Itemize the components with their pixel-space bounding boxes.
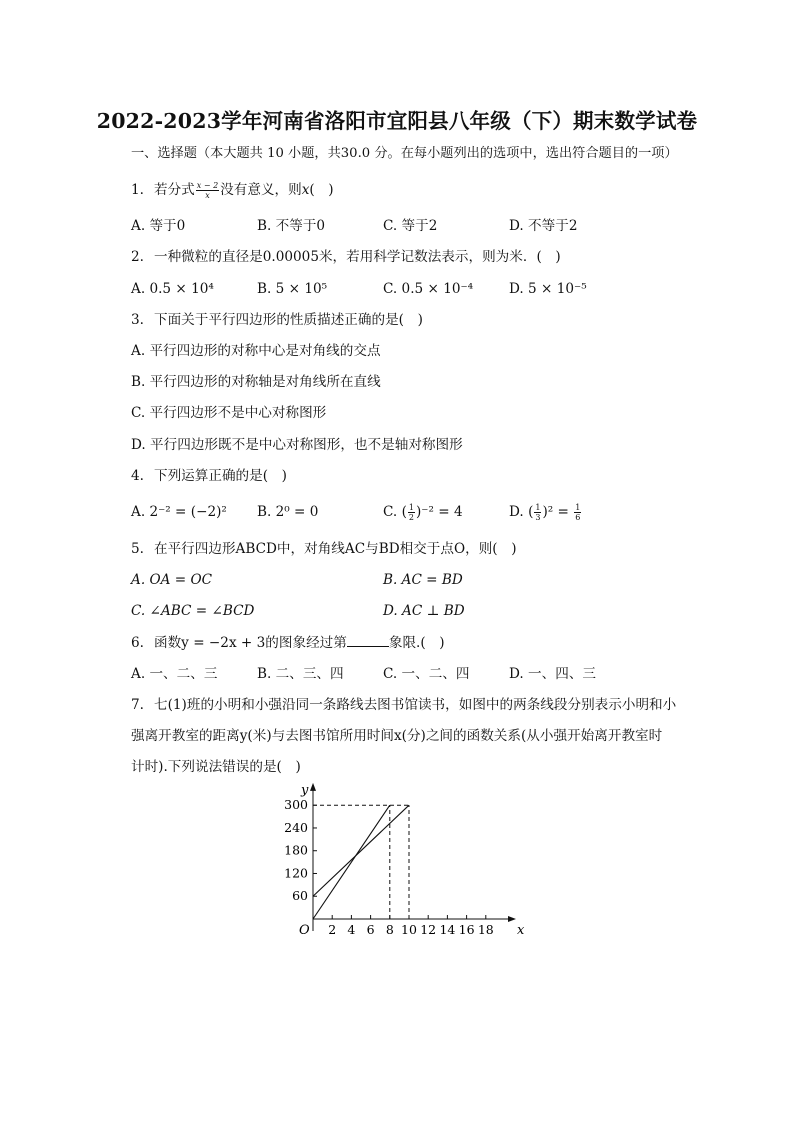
y-tick-label: 240 [284, 819, 308, 835]
q4-option-b[interactable]: B. 2⁰ = 0 [257, 504, 319, 520]
question-text: 若分式 [154, 182, 195, 198]
x-axis-label: x [517, 923, 525, 938]
question-text: 一种微粒的直径是0.00005米，若用科学记数法表示，则为米．( ) [154, 249, 561, 265]
question-number: 1. [131, 182, 144, 198]
question-text: 象限.( ) [388, 635, 445, 651]
series-line-1 [313, 805, 390, 919]
question-number: 2. [131, 249, 144, 265]
question-text: 在平行四边形ABCD中，对角线AC与BD相交于点O，则( ) [154, 541, 517, 557]
question-7-line-3: 计时).下列说法错误的是( ) [131, 759, 301, 775]
y-tick-label: 180 [284, 842, 308, 858]
question-number: 7. [131, 697, 144, 713]
q6-option-b[interactable]: B. 二、三、四 [257, 666, 344, 682]
q2-option-a[interactable]: A. 0.5 × 10⁴ [131, 281, 214, 297]
series-line-2 [313, 805, 409, 896]
x-tick-label: 8 [385, 922, 394, 937]
x-tick-label: 16 [458, 922, 475, 937]
q6-option-a[interactable]: A. 一、二、三 [131, 666, 218, 682]
y-axis-label: y [301, 782, 309, 798]
y-tick-label: 300 [284, 797, 308, 813]
answer-blank[interactable] [347, 634, 389, 647]
x-tick-label: 10 [401, 922, 417, 937]
q4-option-c[interactable]: C. ( $\frac{1}{2}$ )⁻² = 4 [383, 503, 463, 522]
q1-option-a[interactable]: A. 等于0 [131, 218, 186, 234]
question-number: 4. [131, 468, 144, 484]
question-text: 七(1)班的小明和小强沿同一条路线去图书馆读书，如图中的两条线段分别表示小明和小 [154, 697, 677, 713]
question-text: 下列运算正确的是( ) [154, 468, 287, 484]
q3-option-b[interactable]: B. 平行四边形的对称轴是对角线所在直线 [131, 374, 381, 390]
question-number: 3. [131, 312, 144, 328]
question-5 [131, 540, 517, 558]
x-tick-label: 18 [477, 922, 494, 937]
variable: x [301, 182, 310, 198]
q5-option-a[interactable]: A. OA = OC [131, 572, 212, 588]
fraction: $\frac{x - 2}{x}$ [196, 181, 219, 200]
question-7-line-2: 强离开教室的距离y(米)与去图书馆所用时间x(分)之间的函数关系(从小强开始离开教室时 [131, 728, 663, 744]
question-text: 下面关于平行四边形的性质描述正确的是( ) [154, 312, 423, 328]
q2-option-c[interactable]: C. 0.5 × 10⁻⁴ [383, 281, 474, 297]
q2-option-d[interactable]: D. 5 × 10⁻⁵ [509, 281, 587, 297]
question-tail: ( ) [309, 182, 334, 198]
y-tick-label: 120 [284, 865, 308, 881]
question-3 [131, 311, 423, 329]
q6-option-d[interactable]: D. 一、四、三 [509, 666, 597, 682]
q1-option-d[interactable]: D. 不等于2 [509, 218, 578, 234]
q1-option-b[interactable]: B. 不等于0 [257, 218, 326, 234]
page-title: 2022-2023学年河南省洛阳市宜阳县八年级（下）期末数学试卷 [96, 109, 698, 133]
question-1 [131, 181, 334, 200]
q1-option-c[interactable]: C. 等于2 [383, 218, 438, 234]
x-tick-label: 2 [328, 922, 337, 937]
x-axis-arrow [508, 916, 516, 922]
x-tick-label: 14 [439, 922, 456, 937]
question-2 [131, 248, 561, 266]
section-heading: 一、选择题（本大题共 10 小题，共30.0 分。在每小题列出的选项中，选出符合题目的一项） [131, 146, 678, 161]
y-axis-arrow [310, 783, 316, 791]
origin-label: O [299, 923, 310, 938]
x-tick-label: 12 [420, 922, 437, 937]
question-4 [131, 467, 287, 485]
x-tick-label: 4 [347, 922, 356, 937]
q5-option-c[interactable]: C. ∠ABC = ∠BCD [131, 603, 255, 619]
q6-option-c[interactable]: C. 一、二、四 [383, 666, 470, 682]
question-6 [131, 634, 445, 652]
q3-option-d[interactable]: D. 平行四边形既不是中心对称图形，也不是轴对称图形 [131, 437, 463, 453]
q5-option-d[interactable]: D. AC ⊥ BD [383, 603, 465, 619]
distance-time-graph [280, 780, 525, 950]
question-number: 5. [131, 541, 144, 557]
y-tick-label: 60 [292, 888, 308, 904]
q5-option-b[interactable]: B. AC = BD [383, 572, 463, 588]
x-tick-label: 6 [366, 922, 375, 937]
question-text: 函数y = −2x + 3的图象经过第 [154, 635, 347, 651]
q4-option-a[interactable]: A. 2⁻² = (−2)² [131, 504, 227, 520]
question-text: 没有意义，则 [220, 182, 302, 198]
question-number: 6. [131, 635, 144, 651]
q3-option-a[interactable]: A. 平行四边形的对称中心是对角线的交点 [131, 343, 381, 359]
question-7 [131, 696, 676, 714]
q3-option-c[interactable]: C. 平行四边形不是中心对称图形 [131, 405, 327, 421]
q2-option-b[interactable]: B. 5 × 10⁵ [257, 281, 328, 297]
q4-option-d[interactable]: D. ( $\frac{1}{3}$ )² = $\frac{1}{6}$ [509, 503, 581, 522]
